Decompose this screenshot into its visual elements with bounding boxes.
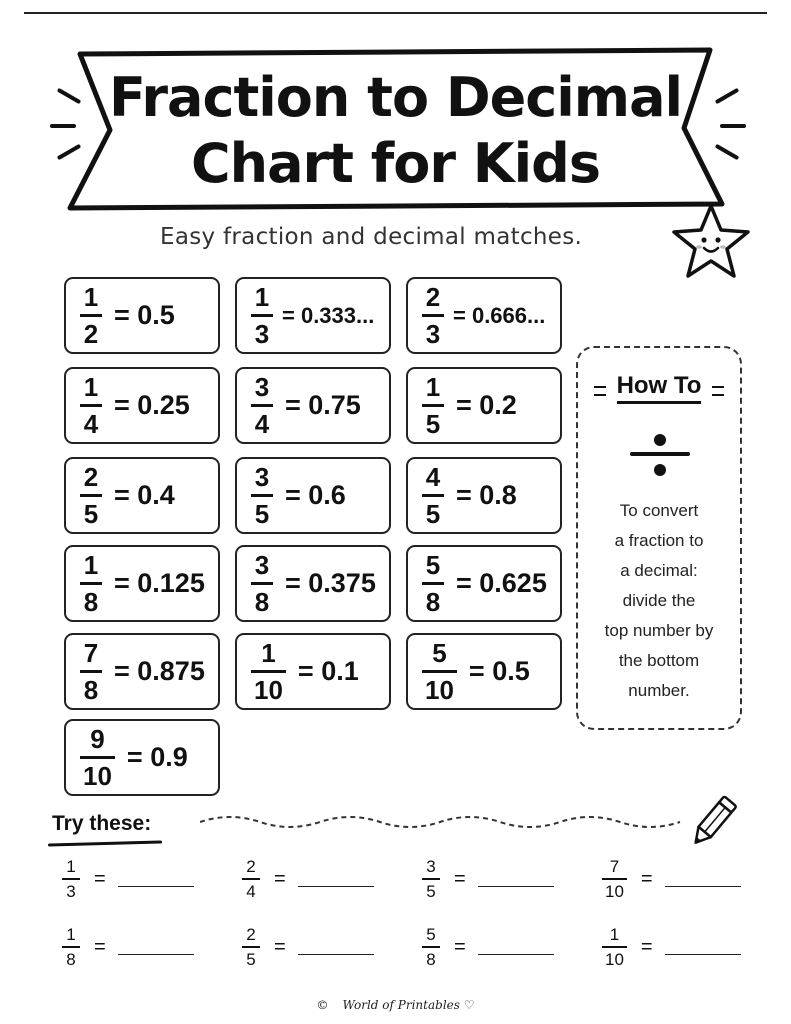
fraction-card: [235, 277, 391, 354]
decimal-value: = 0.75: [285, 390, 361, 420]
brand-name: World of Printables: [342, 998, 460, 1012]
practice-problem: [422, 858, 554, 900]
decimal-value: = 0.4: [114, 480, 175, 510]
how-to-line: a decimal:: [620, 561, 698, 580]
fraction: [422, 552, 444, 615]
page-title-line-1: Fraction to Decimal: [108, 66, 683, 129]
denominator: 4: [83, 409, 99, 439]
denominator: 8: [83, 675, 99, 705]
fraction-card: [64, 719, 220, 796]
fraction: [251, 284, 273, 347]
fraction: [422, 858, 440, 900]
denominator: 10: [83, 761, 112, 791]
top-rule: [24, 12, 767, 14]
denominator: 5: [426, 882, 436, 901]
denominator: 8: [425, 587, 441, 617]
numerator: 1: [66, 857, 76, 876]
numerator: 5: [426, 925, 436, 944]
copyright-symbol: ©: [316, 998, 329, 1012]
answer-blank[interactable]: [478, 886, 554, 887]
smiling-star-icon: [668, 200, 754, 282]
decimal-value: = 0.1: [297, 656, 359, 686]
fraction: [80, 374, 102, 437]
decimal-value: = 0.9: [126, 742, 188, 772]
how-to-line: To convert: [619, 501, 699, 520]
equals-sign: =: [454, 935, 466, 958]
fraction: [602, 858, 627, 900]
denominator: 10: [605, 882, 624, 901]
numerator: 9: [90, 724, 105, 754]
equals-sign: =: [274, 867, 286, 890]
answer-blank[interactable]: [478, 954, 554, 955]
denominator: 5: [246, 950, 256, 969]
numerator: 1: [425, 372, 441, 402]
how-to-title-text: How To: [617, 372, 702, 404]
fraction: [251, 640, 286, 703]
numerator: 2: [246, 857, 256, 876]
numerator: 7: [609, 857, 620, 876]
fraction-card: [406, 545, 562, 622]
fraction: [80, 552, 102, 615]
fraction-card: [235, 633, 391, 710]
practice-problem: [602, 858, 741, 900]
how-to-line: divide the: [622, 591, 696, 610]
fraction: [242, 858, 260, 900]
answer-blank[interactable]: [118, 886, 194, 887]
numerator: 3: [254, 550, 270, 580]
decimal-value: = 0.2: [456, 390, 517, 420]
denominator: 10: [425, 675, 454, 705]
numerator: 5: [425, 550, 441, 580]
numerator: 4: [425, 462, 441, 492]
fraction-card: [235, 457, 391, 534]
fraction: [251, 374, 273, 437]
denominator: 5: [254, 499, 270, 529]
denominator: 8: [83, 587, 99, 617]
practice-problem: [62, 858, 194, 900]
denominator: 5: [425, 409, 441, 439]
fraction: [422, 464, 444, 527]
numerator: 1: [66, 925, 76, 944]
answer-blank[interactable]: [298, 886, 374, 887]
fraction: [80, 726, 115, 789]
denominator: 2: [83, 319, 99, 349]
numerator: 3: [254, 372, 270, 402]
how-to-line: number.: [628, 681, 690, 700]
decimal-value: = 0.375: [285, 568, 376, 598]
answer-blank[interactable]: [298, 954, 374, 955]
fraction-card: [64, 457, 220, 534]
fraction-card: [235, 545, 391, 622]
footer-brand: [0, 998, 791, 1012]
fraction: [602, 926, 627, 968]
decimal-value: = 0.666...: [453, 302, 546, 328]
how-to-line: the bottom: [618, 651, 700, 670]
numerator: 1: [609, 925, 620, 944]
numerator: 2: [425, 282, 441, 312]
numerator: 1: [254, 282, 270, 312]
numerator: 1: [83, 550, 99, 580]
fraction: [62, 858, 80, 900]
numerator: 3: [254, 462, 270, 492]
fraction: [80, 464, 102, 527]
practice-problem: [602, 926, 741, 968]
fraction-card: [406, 277, 562, 354]
fraction-card: [64, 367, 220, 444]
denominator: 5: [425, 499, 441, 529]
equals-sign: =: [640, 935, 653, 958]
practice-problem: [62, 926, 194, 968]
fraction: [422, 926, 440, 968]
decimal-value: = 0.25: [114, 390, 190, 420]
denominator: 8: [66, 950, 76, 969]
decimal-value: = 0.6: [285, 480, 346, 510]
answer-blank[interactable]: [665, 954, 741, 955]
denominator: 3: [254, 319, 270, 349]
denominator: 10: [605, 950, 624, 969]
fraction-card: [406, 633, 562, 710]
practice-problem: [242, 926, 374, 968]
subtitle: Easy fraction and decimal matches.: [160, 224, 583, 250]
fraction: [422, 374, 444, 437]
how-to-title: [578, 372, 740, 400]
numerator: 2: [246, 925, 256, 944]
fraction-card: [406, 457, 562, 534]
division-sign-icon: [630, 432, 690, 478]
fraction: [80, 640, 102, 703]
equals-sign: =: [94, 935, 106, 958]
denominator: 8: [254, 587, 270, 617]
denominator: 8: [426, 950, 436, 969]
fraction-card: [64, 277, 220, 354]
page-title-line-2: Chart for Kids: [191, 132, 600, 195]
numerator: 2: [83, 462, 99, 492]
numerator: 3: [426, 857, 436, 876]
how-to-line: top number by: [604, 621, 714, 640]
fraction-card: [64, 633, 220, 710]
practice-problem: [242, 858, 374, 900]
denominator: 4: [246, 882, 256, 901]
fraction-card: [235, 367, 391, 444]
numerator: 7: [83, 638, 99, 668]
equals-sign: =: [454, 867, 466, 890]
decimal-value: = 0.8: [456, 480, 517, 510]
title-banner: [62, 44, 729, 214]
heart-icon: ♡: [463, 998, 475, 1012]
fraction: [422, 284, 444, 347]
decimal-value: = 0.5: [114, 300, 175, 330]
decimal-value: = 0.5: [468, 656, 530, 686]
how-to-line: a fraction to: [614, 531, 704, 550]
equals-sign: =: [274, 935, 286, 958]
equals-sign: =: [640, 867, 653, 890]
denominator: 3: [66, 882, 76, 901]
try-these-label: Try these:: [52, 812, 152, 835]
left-ray-mid: [50, 124, 76, 128]
fraction: [62, 926, 80, 968]
fraction: [251, 464, 273, 527]
fraction: [422, 640, 457, 703]
denominator: 3: [425, 319, 441, 349]
numerator: 1: [261, 638, 276, 668]
pencil-icon: [688, 793, 738, 851]
answer-blank[interactable]: [118, 954, 194, 955]
decimal-value: = 0.625: [456, 568, 547, 598]
answer-blank[interactable]: [665, 886, 741, 887]
denominator: 4: [254, 409, 270, 439]
how-to-box: [576, 346, 742, 730]
decimal-value: = 0.125: [114, 568, 205, 598]
equals-sign: =: [94, 867, 106, 890]
denominator: 5: [83, 499, 99, 529]
try-these-underline: [48, 841, 162, 847]
fraction-card: [64, 545, 220, 622]
right-ray-mid: [720, 124, 746, 128]
how-to-instructions: [588, 496, 730, 706]
fraction: [242, 926, 260, 968]
decimal-value: = 0.875: [114, 656, 205, 686]
fraction: [251, 552, 273, 615]
numerator: 5: [432, 638, 447, 668]
fraction-card: [406, 367, 562, 444]
practice-problem: [422, 926, 554, 968]
decimal-value: = 0.333...: [282, 302, 375, 328]
numerator: 1: [83, 372, 99, 402]
denominator: 10: [254, 675, 283, 705]
wavy-dashed-line: [200, 812, 690, 832]
fraction: [80, 284, 102, 347]
numerator: 1: [83, 282, 99, 312]
